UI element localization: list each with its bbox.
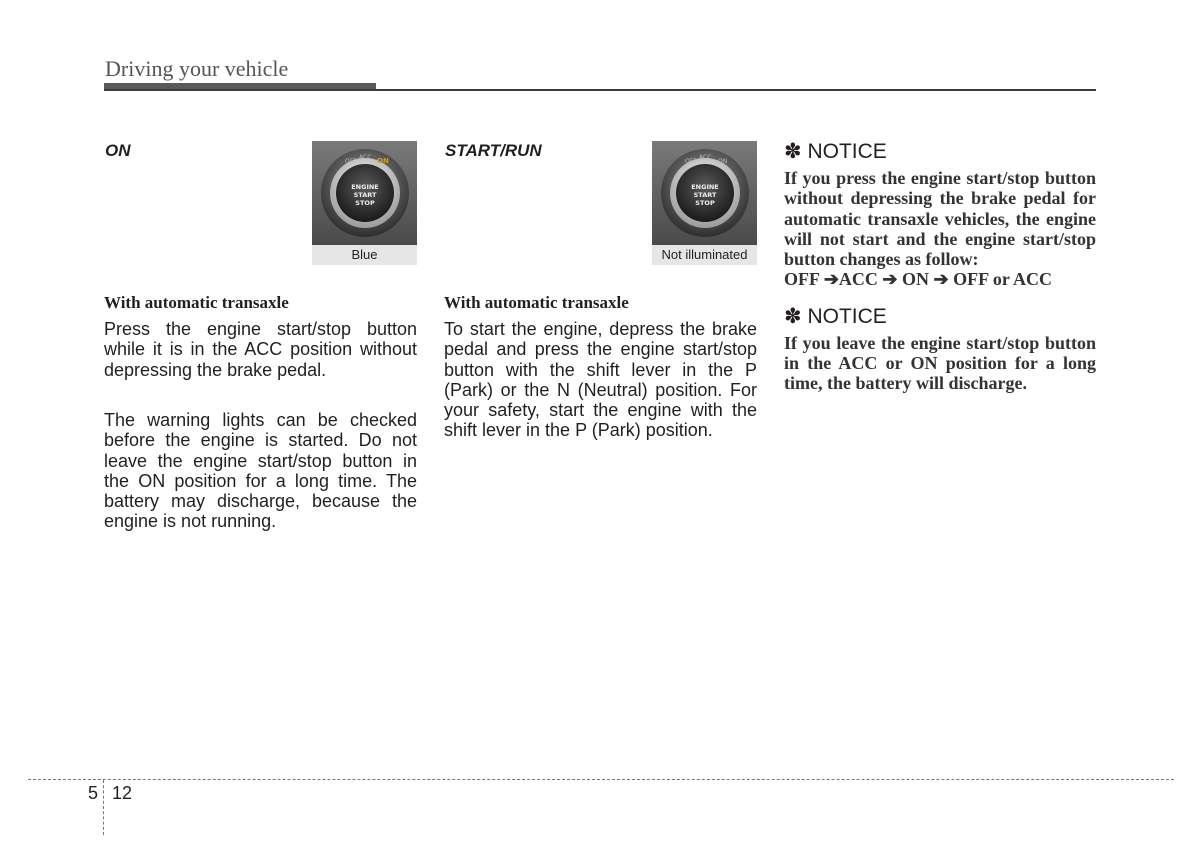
item-heading-on: ON <box>105 141 131 160</box>
button-text-stop: STOP <box>694 199 715 207</box>
page-number: 12 <box>112 783 133 803</box>
column-notices <box>784 140 1096 394</box>
notice-sequence: OFF ➔ACC ➔ ON ➔ OFF or ACC <box>784 269 1053 290</box>
paragraph: To start the engine, depress the brake pedal and press the engine start/stop button with the shift lever in the P (Park) or the N (Neutral) position. For your safety, start the engine with the shift lever in the P (Park) position. <box>444 319 757 441</box>
notice-title <box>784 305 1096 329</box>
notice-2 <box>784 305 1096 394</box>
paragraph: The warning lights can be checked before the engine is started. Do not leave the engine start/stop button in the ON position for a long time. The battery may discharge, because the engine is not running. <box>104 410 417 532</box>
footer-divider <box>103 780 104 835</box>
ring-label-off: OFF <box>344 158 357 165</box>
notice-1 <box>784 140 1096 290</box>
notice-symbol-icon: ✽ <box>784 304 802 328</box>
button-text-start: START <box>353 191 376 199</box>
page-chapter: 5 <box>88 783 99 803</box>
header-rule <box>104 89 1096 91</box>
notice-title <box>784 140 1096 164</box>
start-stop-button-image <box>312 141 417 245</box>
figure-start-run <box>652 141 757 265</box>
ring-label-acc: ACC <box>698 154 711 161</box>
notice-title-text: NOTICE <box>807 304 887 328</box>
item-heading-start-run: START/RUN <box>445 141 542 160</box>
button-text-stop: STOP <box>354 199 375 207</box>
figure-caption: Not illuminated <box>652 245 757 265</box>
paragraph: Press the engine start/stop button while it is in the ACC position without depressing the brake pedal. <box>104 319 417 380</box>
notice-body: If you leave the engine start/stop button in the ACC or ON position for a long time, the battery will discharge. <box>784 332 1096 394</box>
ring-label-acc: ACC <box>358 154 371 161</box>
subheading: With automatic transaxle <box>444 293 629 312</box>
start-stop-button-image <box>652 141 757 245</box>
notice-symbol-icon: ✽ <box>784 140 802 163</box>
figure-caption: Blue <box>312 245 417 265</box>
ring-label-on: ON <box>717 158 727 165</box>
button-text-engine: ENGINE <box>350 183 379 191</box>
button-text-start: START <box>693 191 716 199</box>
notice-title-text: NOTICE <box>807 140 887 163</box>
start-stop-button-icon <box>315 143 415 243</box>
footer-rule <box>28 779 1174 780</box>
header-title: Driving your vehicle <box>105 56 289 81</box>
notice-body: If you press the engine start/stop button without depressing the brake pedal for automatic transaxle vehicles, the engine will not start and the engine start/stop button changes as follow: <box>784 168 1096 270</box>
ring-label-off: OFF <box>684 158 697 165</box>
subheading: With automatic transaxle <box>104 293 289 312</box>
button-text-engine: ENGINE <box>690 183 719 191</box>
figure-on <box>312 141 417 265</box>
start-stop-button-icon <box>655 143 755 243</box>
ring-label-on: ON <box>376 157 389 165</box>
